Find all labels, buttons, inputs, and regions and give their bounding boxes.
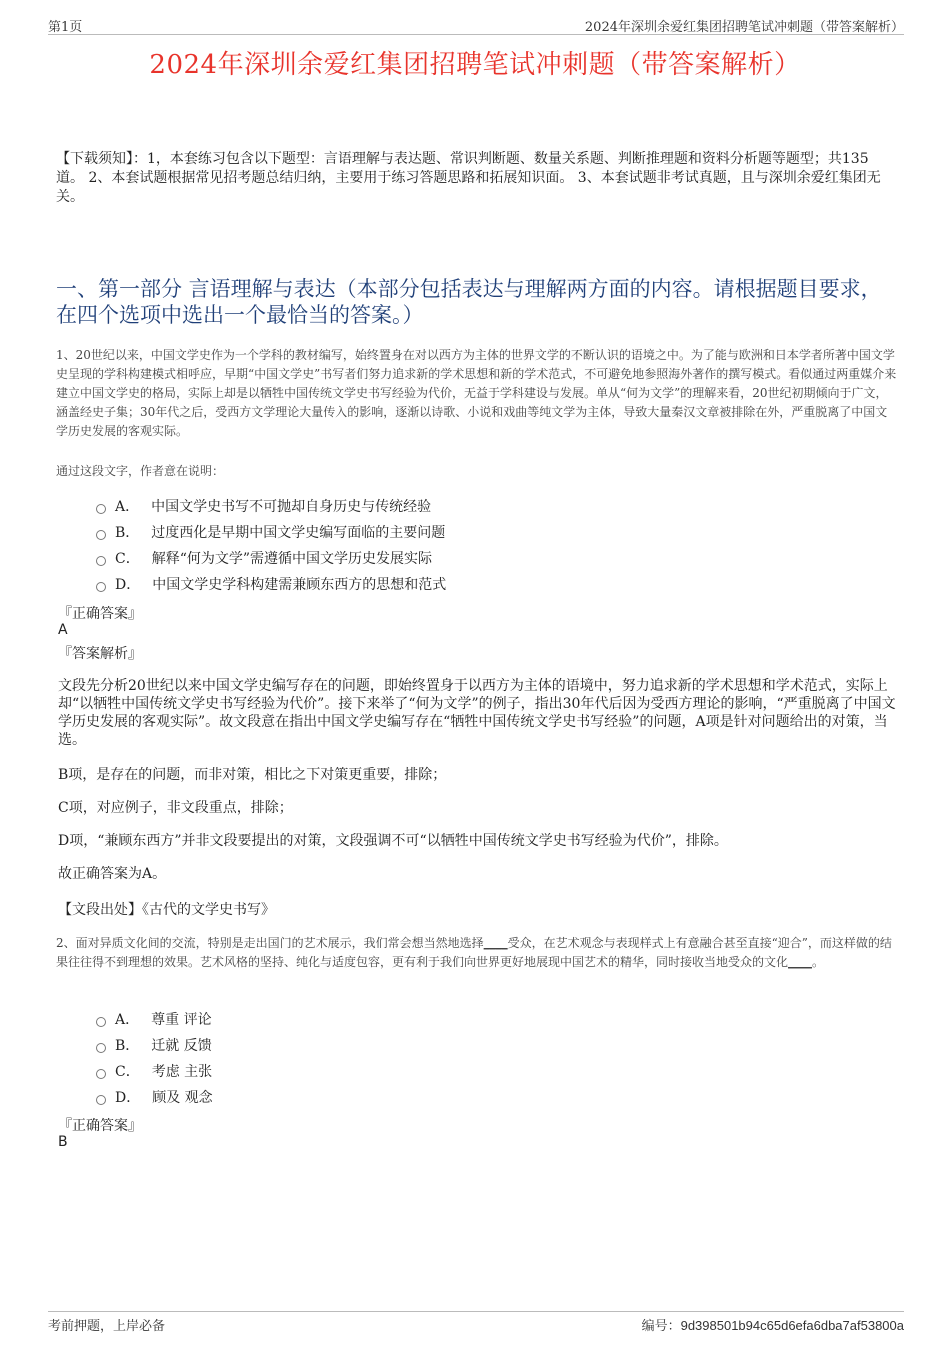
q2-option-c[interactable]: C． 考虑 主张 xyxy=(96,1058,213,1084)
question-2-text: 2、面对异质文化间的交流，特别是走出国门的艺术展示，我们常会想当然地选择____受众，在艺术观念与表现样式上有意融合甚至直接“迎合”，而这样做的结果往往得不到理想的效果。艺术风格的坚持、纯化与适度包容，更有利于我们向世界更好地展现中国艺术的精华，同时接收当地受众的文化____。 xyxy=(56,936,892,969)
document-title: 2024年深圳余爱红集团招聘笔试冲刺题（带答案解析） xyxy=(149,50,801,80)
radio-icon[interactable] xyxy=(96,504,106,514)
q1-answer-label: 『正确答案』 xyxy=(58,606,142,622)
question-1-prompt: 通过这段文字，作者意在说明： xyxy=(56,464,225,478)
radio-icon[interactable] xyxy=(96,1069,106,1079)
footer-code: 编号：9d398501b94c65d6efa6dba7af53800a xyxy=(641,1318,904,1334)
radio-icon[interactable] xyxy=(96,530,106,540)
footer-slogan: 考前押题，上岸必备 xyxy=(48,1319,166,1334)
q2-answer-label: 『正确答案』 xyxy=(58,1118,142,1134)
q1-analysis-para-3: C项，对应例子，非文段重点，排除； xyxy=(58,800,293,816)
header-doc-name: 2024年深圳余爱红集团招聘笔试冲刺题（带答案解析） xyxy=(584,20,904,35)
q1-source: 【文段出处】《古代的文学史书写》 xyxy=(58,902,275,918)
q1-analysis-para-4: D项，“兼顾东西方”并非文段要提出的对策，文段强调不可“以牺牲中国传统文学史书写经验为代价”，排除。 xyxy=(58,833,728,849)
q1-option-b[interactable]: B． 过度西化是早期中国文学史编写面临的主要问题 xyxy=(96,519,446,545)
download-notice: 【下载须知】：1，本套练习包含以下题型：言语理解与表达题、常识判断题、数量关系题、判断推理题和资料分析题等题型；共135道。 2、本套试题根据常见招考题总结归纳，主要用于练习答题思路和拓展知识面。 3、本套试题非考试真题，且与深圳余爱红集团无关。 xyxy=(56,151,881,205)
q1-analysis-para-5: 故正确答案为A。 xyxy=(58,866,167,882)
page-number: 第1页 xyxy=(48,20,83,35)
radio-icon[interactable] xyxy=(96,582,106,592)
radio-icon[interactable] xyxy=(96,1017,106,1027)
q1-option-d[interactable]: D． 中国文学史学科构建需兼顾东西方的思想和范式 xyxy=(96,571,446,597)
radio-icon[interactable] xyxy=(96,1095,106,1105)
q2-option-d[interactable]: D． 顾及 观念 xyxy=(96,1084,213,1110)
q1-analysis-para-2: B项，是存在的问题，而非对策，相比之下对策更重要，排除； xyxy=(58,767,447,783)
q2-option-a[interactable]: A． 尊重 评论 xyxy=(96,1006,213,1032)
q1-option-a[interactable]: A． 中国文学史书写不可抛却自身历史与传统经验 xyxy=(96,493,446,519)
q1-answer: A xyxy=(58,622,68,638)
radio-icon[interactable] xyxy=(96,556,106,566)
section-title: 一、第一部分 言语理解与表达（本部分包括表达与理解两方面的内容。请根据题目要求，在四个选项中选出一个最恰当的答案。） xyxy=(56,277,882,327)
radio-icon[interactable] xyxy=(96,1043,106,1053)
q1-analysis-label: 『答案解析』 xyxy=(58,646,142,662)
q1-option-c[interactable]: C． 解释“何为文学”需遵循中国文学历史发展实际 xyxy=(96,545,446,571)
page-header xyxy=(48,14,904,35)
question-1-text: 1、20世纪以来，中国文学史作为一个学科的教材编写，始终置身在对以西方为主体的世界文学的不断认识的语境之中。为了能与欧洲和日本学者所著中国文学史呈现的学科构建模式相呼应，早期“中国文学史”书写者们努力追求新的学术思想和新的学术范式，不可避免地参照海外著作的撰写模式。看似通过两重媒介来建立中国文学史的格局，实际上却是以牺牲中国传统文学史书写经验为代价，无益于学科建设与发展。单从“何为文学”的理解来看，20世纪初期倾向于广文，涵盖经史子集；30年代之后，受西方文学理论大量传入的影响，逐渐以诗歌、小说和戏曲等纯文学为主体，导致大量秦汉文章被排除在外，严重脱离了中国文学历史发展的客观实际。 xyxy=(56,348,897,438)
footer-divider xyxy=(48,1311,904,1312)
question-2-options xyxy=(96,1006,213,1110)
blank-1: ____ xyxy=(483,936,508,950)
blank-2: ____ xyxy=(788,955,813,969)
q2-answer: B xyxy=(58,1134,68,1150)
q2-option-b[interactable]: B． 迁就 反馈 xyxy=(96,1032,213,1058)
q1-analysis-para-1: 文段先分析20世纪以来中国文学史编写存在的问题，即始终置身于以西方为主体的语境中，努力追求新的学术思想和学术范式，实际上却“以牺牲中国传统文学史书写经验为代价”。接下来举了“何为文学”的例子，指出30年代后因为受西方理论的影响，“严重脱离了中国文学历史发展的客观实际”。故文段意在指出中国文学史编写存在“牺牲中国传统文学史书写经验”的问题，A项是针对问题给出的对策，当选。 xyxy=(58,678,896,748)
question-1-options xyxy=(96,493,446,597)
